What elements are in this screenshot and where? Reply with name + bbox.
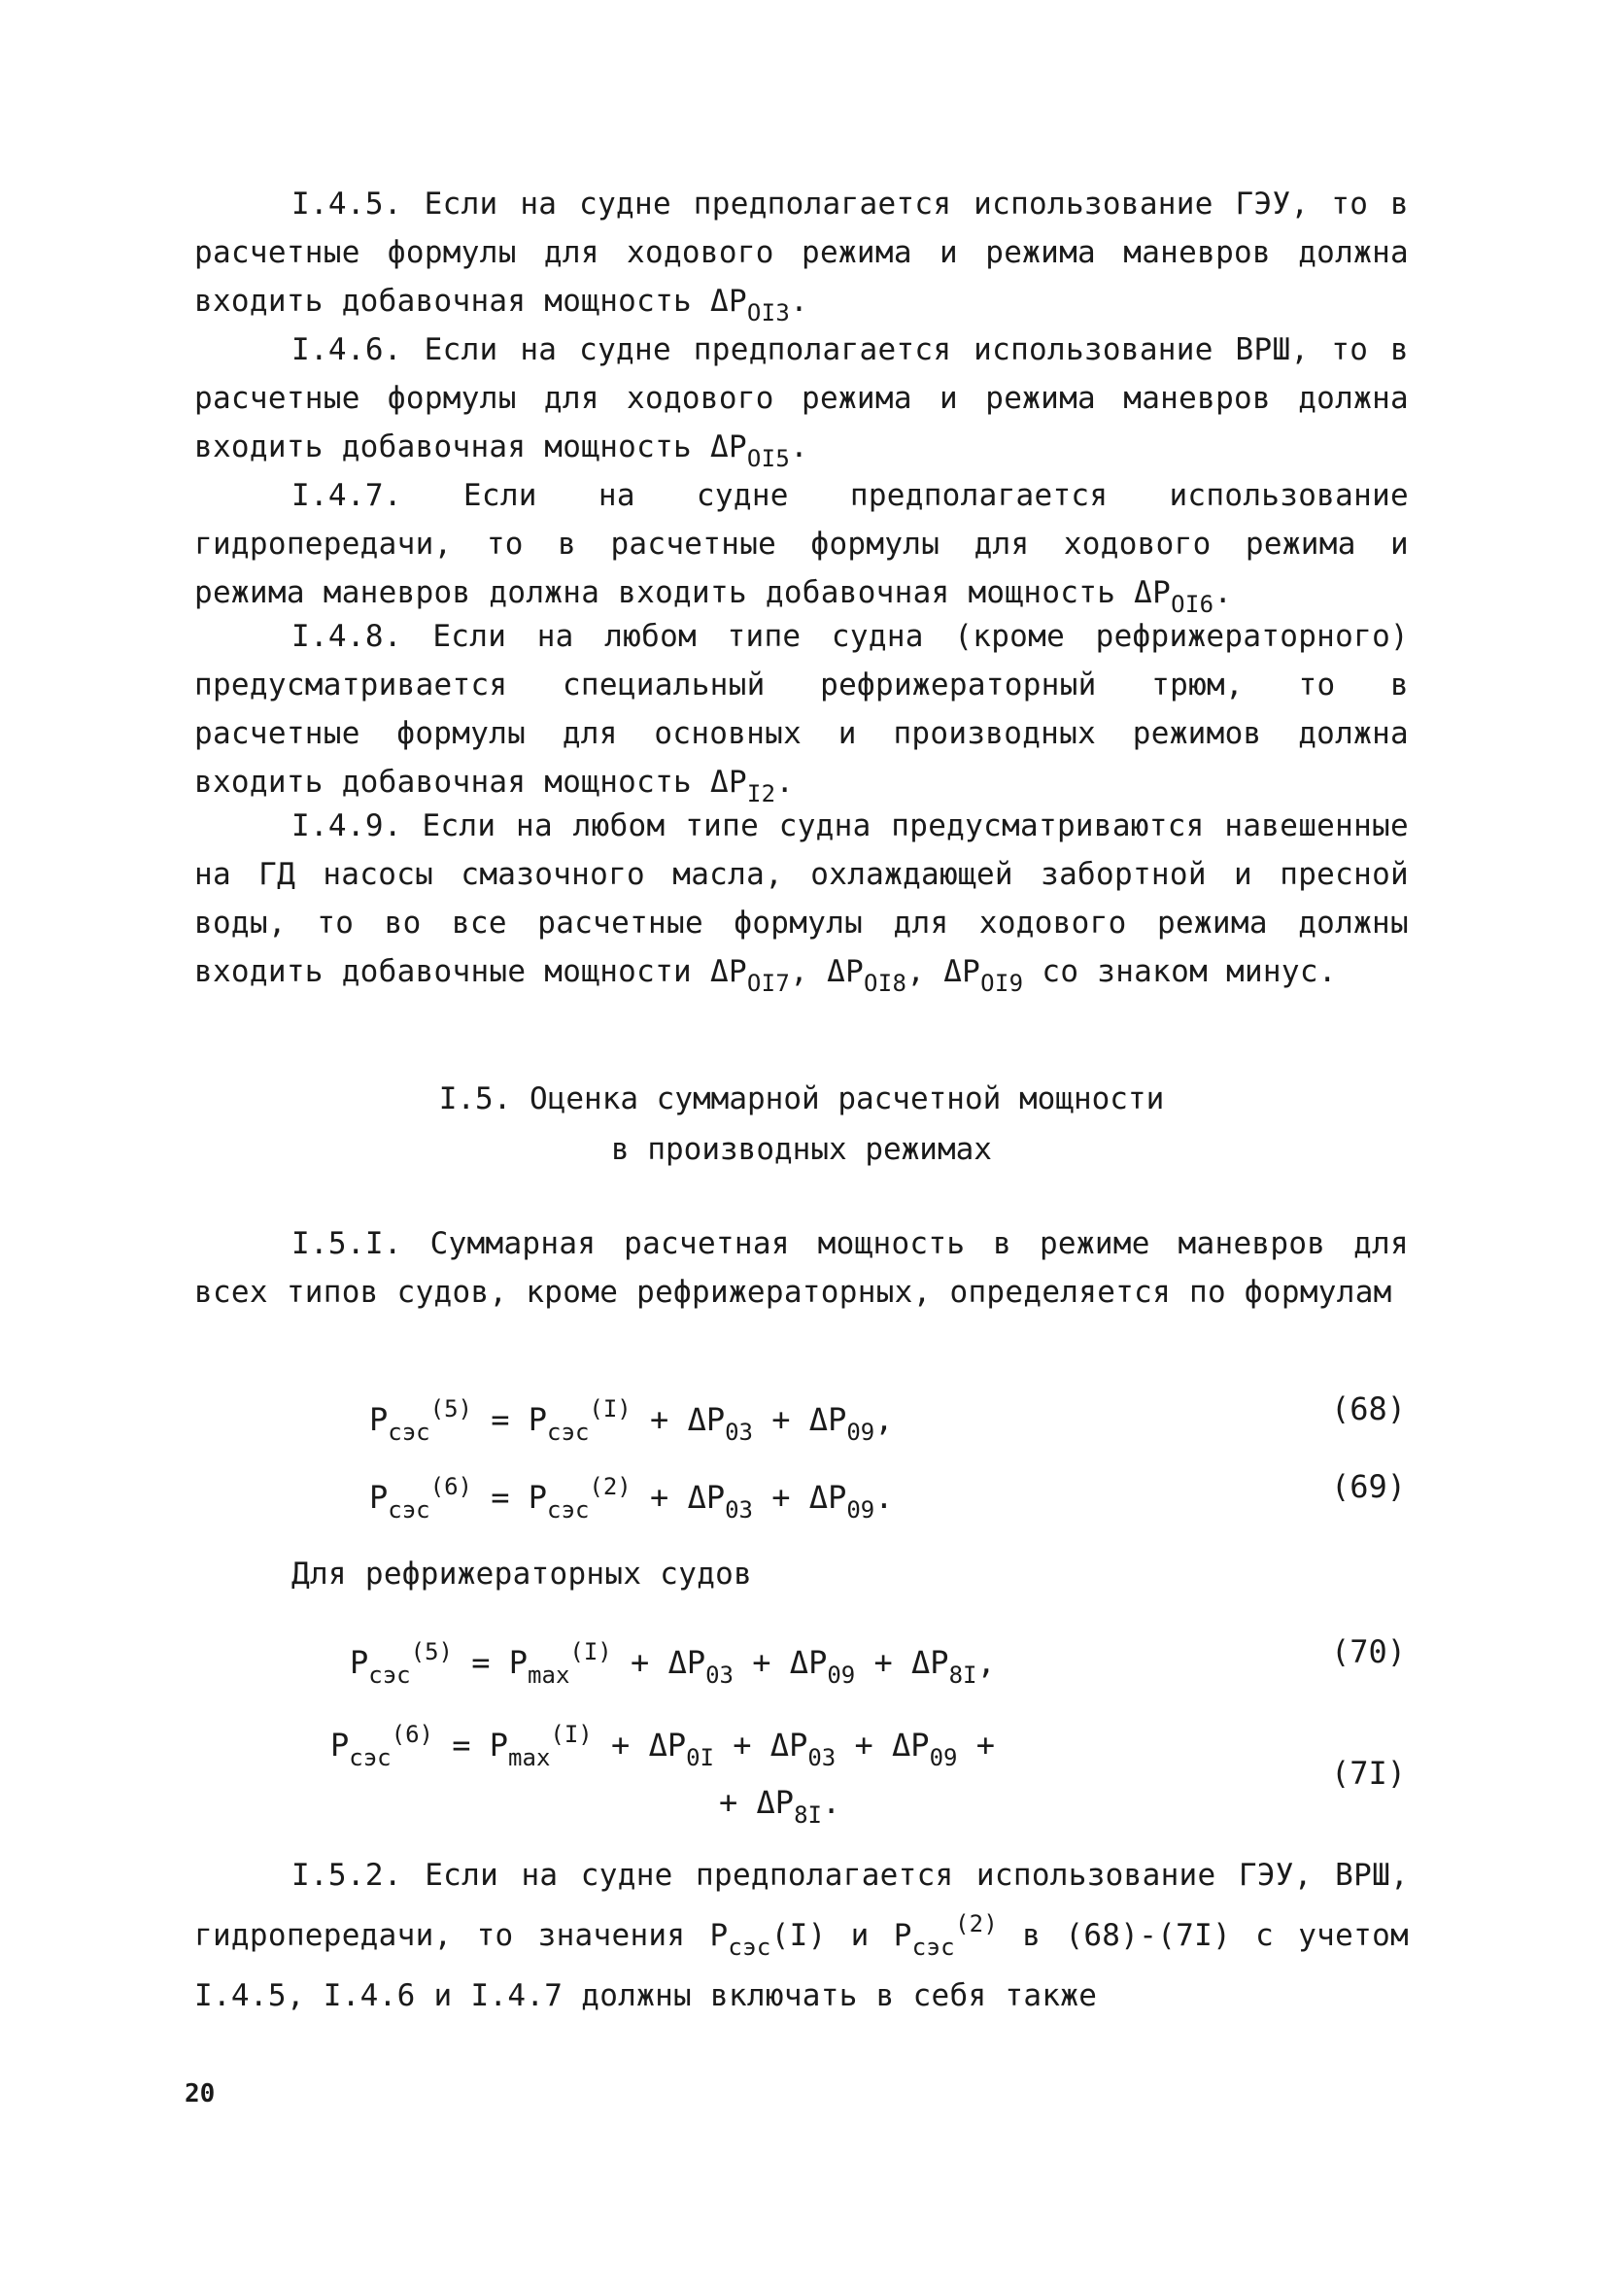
section-title-line-2: в производных режимах: [611, 1132, 992, 1167]
equation-71-line-1: $P_{сэс}^{(6)} = P_{max}^{(I)} + \Delta P_{0I} + \Delta P_{03} + \Delta P_{09}$ +: [330, 1721, 995, 1771]
equation-69: $P_{сэс}^{(6)} = P_{сэс}^{(2)} + \Delta P_{03} + \Delta P_{09}$.: [369, 1473, 894, 1524]
equation-68: $P_{сэс}^{(5)} = P_{сэс}^{(I)} + \Delta P_{03} + \Delta P_{09}$,: [369, 1395, 894, 1446]
page-number: 20: [185, 2079, 216, 2108]
equation-number-69: (69): [1331, 1468, 1407, 1505]
paragraph-1-4-8: I.4.8. Если на любом типе судна (кроме рефрижераторного) предусматривается специальный рефрижераторный трюм, то в расчетные формулы для основных и производных режимов должна входить добавочная мощность $\Delta P_{I2}$.: [194, 619, 1409, 807]
equation-71-line-2: + $\Delta P_{8I}$.: [719, 1784, 841, 1829]
equation-70: $P_{сэс}^{(5)} = P_{max}^{(I)} + \Delta P_{03} + \Delta P_{09} + \Delta P_{8I}$,: [350, 1638, 996, 1689]
paragraph-1-4-5: I.4.5. Если на судне предполагается использование ГЭУ, то в расчетные формулы для ходового режима и режима маневров должна входить добавочная мощность $\Delta P_{OI3}$.: [194, 187, 1409, 326]
refrigerator-label: Для рефрижераторных судов: [291, 1557, 753, 1592]
equation-number-68: (68): [1331, 1390, 1407, 1427]
section-title-line-1: I.5. Оценка суммарной расчетной мощности: [438, 1081, 1165, 1116]
section-title: [194, 1074, 1409, 1175]
equation-number-71: (7I): [1331, 1755, 1407, 1792]
paragraph-1-5-1: I.5.I. Суммарная расчетная мощность в режиме маневров для всех типов судов, кроме рефрижераторных, определяется по формулам: [194, 1226, 1409, 1310]
paragraph-1-4-6: I.4.6. Если на судне предполагается использование ВРШ, то в расчетные формулы для ходового режима и режима маневров должна входить добавочная мощность $\Delta P_{OI5}$.: [194, 332, 1409, 472]
equation-number-70: (70): [1331, 1633, 1407, 1670]
paragraph-1-4-9: I.4.9. Если на любом типе судна предусматриваются навешенные на ГД насосы смазочного масла, охлаждающей забортной и пресной воды, то во все расчетные формулы для ходового режима должны входить добавочные мощности $\Delta P_{OI7}$, $\Delta P_{OI8}$, $\Delta P_{OI9}$ со знаком минус.: [194, 808, 1409, 997]
paragraph-1-5-2: I.5.2. Если на судне предполагается использование ГЭУ, ВРШ, гидропередачи, то значения $P_{сэс}(I)$ и $P_{сэс}^{(2)}$ в (68)-(7I) с учетом I.4.5, I.4.6 и I.4.7 должны включать в себя также: [194, 1858, 1409, 2013]
paragraph-1-4-7: I.4.7. Если на судне предполагается использование гидропередачи, то в расчетные формулы для ходового режима и режима маневров должна входить добавочная мощность $\Delta P_{OI6}$.: [194, 478, 1409, 618]
